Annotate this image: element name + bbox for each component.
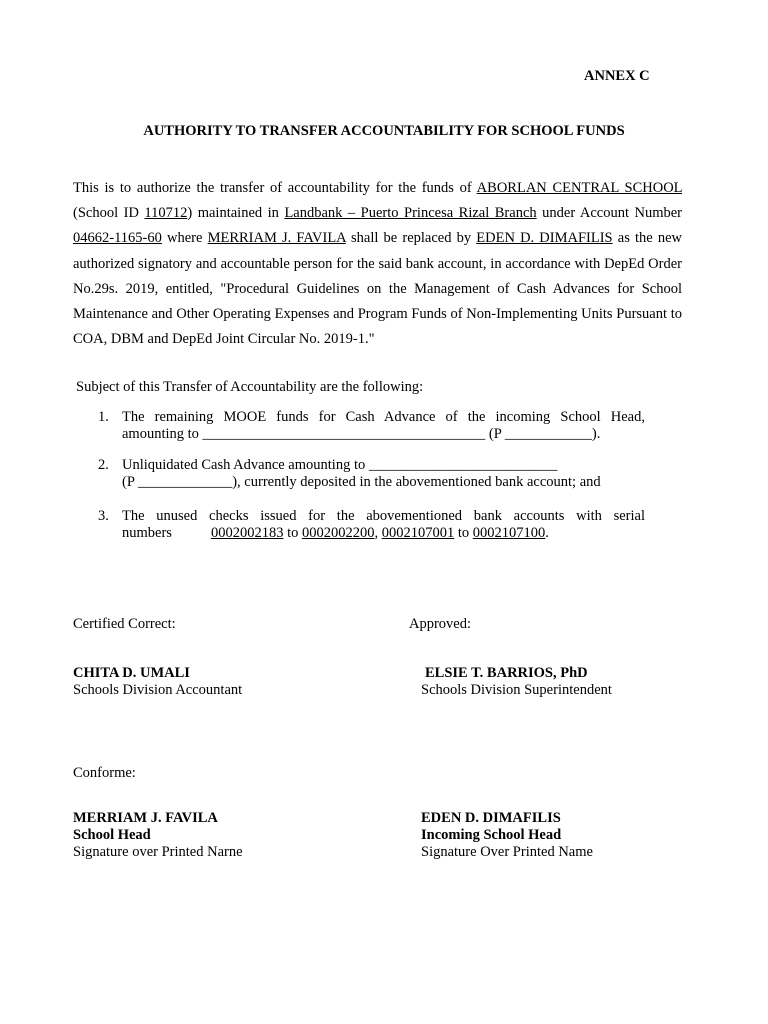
body-text: ) maintained in [187, 205, 285, 222]
incoming-head-signatory-name: EDEN D. DIMAFILIS [421, 810, 561, 826]
body-text: under Account Number [536, 205, 682, 222]
accountant-name: CHITA D. UMALI [73, 665, 190, 681]
certified-correct-label: Certified Correct: [73, 616, 176, 632]
list-item-text: numbers [122, 524, 172, 541]
list-item [98, 409, 645, 442]
serial-number: 0002002183 [210, 524, 284, 541]
serial-number: 0002002200 [301, 524, 375, 541]
body-text: where [161, 230, 208, 247]
document-title: AUTHORITY TO TRANSFER ACCOUNTABILITY FOR SCHOOL FUNDS [143, 123, 625, 139]
conforme-label: Conforme: [73, 765, 136, 781]
superintendent-name: ELSIE T. BARRIOS, PhD [425, 665, 588, 681]
body-text: shall be replaced by [345, 230, 477, 247]
annex-label: ANNEX C [584, 68, 650, 84]
outgoing-signature-caption: Signature over Printed Narne [73, 844, 243, 860]
list-item-text: to [283, 524, 302, 541]
school-id: 110712 [144, 205, 188, 222]
subject-heading: Subject of this Transfer of Accountability are the following: [76, 379, 424, 395]
list-item-number: 1. [98, 409, 109, 425]
list-item [98, 508, 645, 541]
outgoing-head-signatory-name: MERRIAM J. FAVILA [73, 810, 218, 826]
outgoing-head-name: MERRIAM J. FAVILA [207, 230, 346, 247]
list-item [98, 457, 645, 490]
body-text: (School ID [73, 205, 145, 222]
account-number: 04662-1165-60 [73, 230, 162, 247]
serial-numbers-line [122, 525, 645, 542]
serial-number: 0002107001 [381, 524, 455, 541]
accountant-title: Schools Division Accountant [73, 682, 243, 698]
list-item-number: 3. [98, 508, 109, 524]
list-item-text: The unused checks issued for the abovementioned bank accounts with serial [122, 508, 645, 524]
list-item-number: 2. [98, 457, 109, 473]
list-item-text: The remaining MOOE funds for Cash Advance of the incoming School Head, [122, 409, 645, 425]
list-item-text: . [545, 524, 549, 541]
authorization-paragraph [73, 176, 682, 352]
school-name: ABORLAN CENTRAL SCHOOL [476, 180, 682, 196]
superintendent-title: Schools Division Superintendent [421, 682, 612, 698]
incoming-head-name: EDEN D. DIMAFILIS [476, 230, 613, 247]
incoming-signature-caption: Signature Over Printed Name [421, 844, 593, 860]
outgoing-head-role: School Head [73, 827, 151, 843]
list-item-text: Unliquidated Cash Advance amounting to __________________________ [122, 457, 558, 473]
incoming-head-role: Incoming School Head [421, 827, 562, 843]
list-item-text: amounting to _______________________________________ (P ____________). [122, 425, 601, 442]
list-item-text: to [454, 524, 473, 541]
list-item-text: , [374, 524, 382, 541]
body-text: as the new authorized signatory and accountable person for the said bank account, in accordance with DepEd Order No.29s. 2019, entitled, "Procedural Guidelines on the Management of Cash Advances for School Maintenance and Other Operating Expenses and Program Funds of Non-Implementing Units Pursuant to COA, DBM and DepEd Joint Circular No. 2019-1." [73, 230, 683, 348]
approved-label: Approved: [409, 616, 472, 632]
body-text: This is to authorize the transfer of accountability for the funds of [73, 180, 477, 196]
bank-branch: Landbank – Puerto Princesa Rizal Branch [284, 205, 537, 222]
list-item-text: (P _____________), currently deposited in the abovementioned bank account; and [122, 473, 601, 490]
serial-number: 0002107100 [472, 524, 546, 541]
